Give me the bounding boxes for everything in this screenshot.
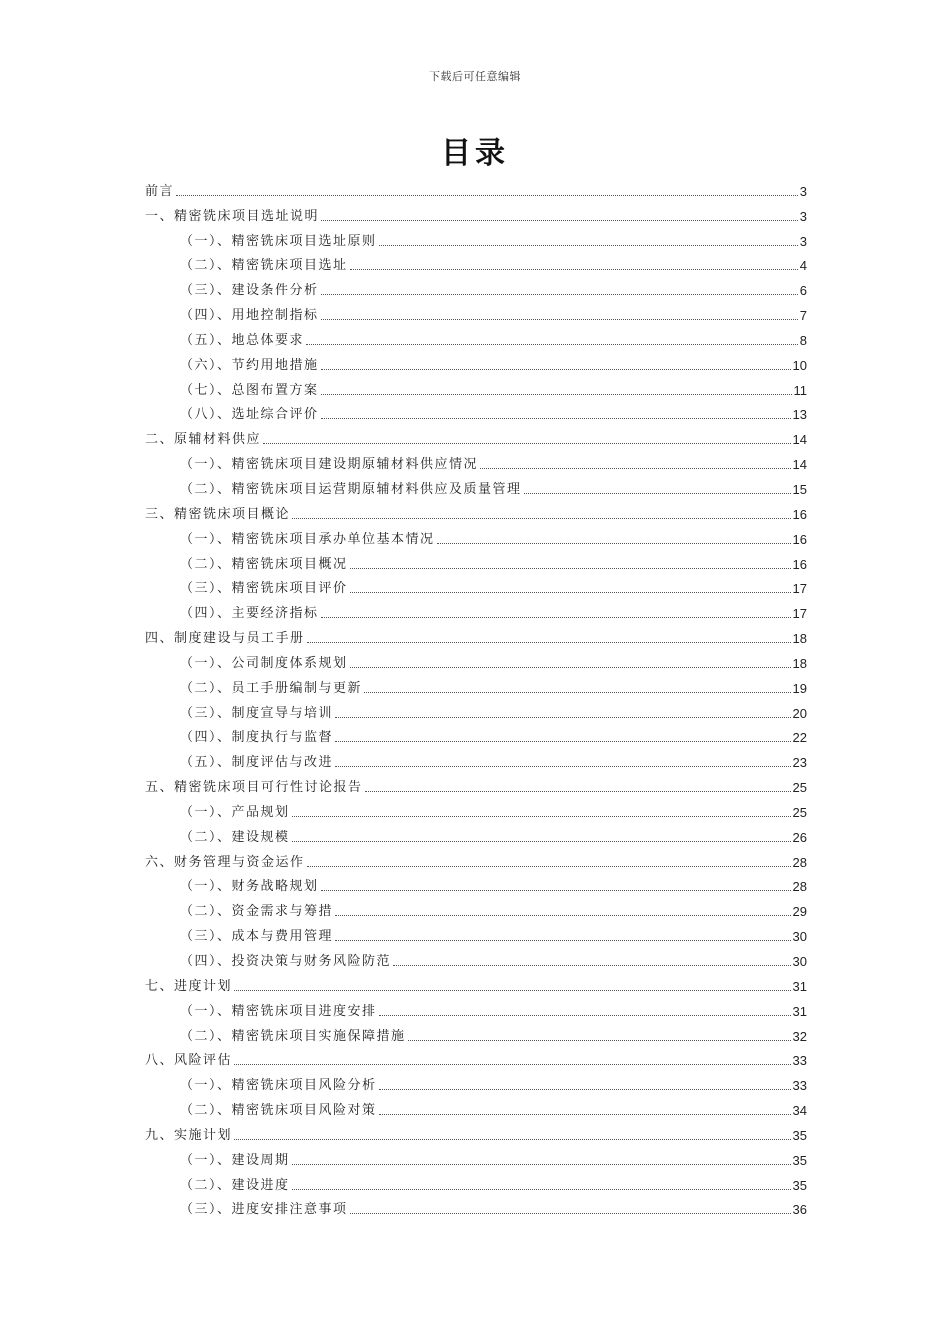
toc-dot-leader: [350, 567, 791, 569]
toc-entry[interactable]: [145, 622, 807, 647]
toc-entry[interactable]: [145, 945, 807, 970]
toc-entry[interactable]: [145, 1020, 807, 1045]
toc-entry-label: （二）、员工手册编制与更新: [180, 680, 363, 696]
toc-entry[interactable]: [145, 796, 807, 821]
toc-entry-page-number: 31: [792, 1003, 807, 1019]
toc-entry[interactable]: [145, 324, 807, 349]
toc-entry-label: （四）、用地控制指标: [180, 308, 319, 324]
toc-entry-label: （一）、精密铣床项目风险分析: [180, 1078, 377, 1094]
toc-entry[interactable]: [145, 473, 807, 498]
table-of-contents: [145, 175, 807, 1218]
toc-entry-label: （八）、选址综合评价: [180, 407, 319, 423]
toc-dot-leader: [176, 194, 798, 196]
toc-entry[interactable]: [145, 349, 807, 374]
toc-entry[interactable]: [145, 548, 807, 573]
toc-entry[interactable]: [145, 846, 807, 871]
toc-entry-page-number: 18: [792, 655, 807, 671]
toc-entry[interactable]: [145, 225, 807, 250]
toc-entry-page-number: 6: [799, 283, 807, 299]
toc-dot-leader: [335, 765, 791, 767]
toc-entry[interactable]: [145, 448, 807, 473]
toc-entry[interactable]: [145, 995, 807, 1020]
toc-entry-page-number: 23: [792, 755, 807, 771]
toc-dot-leader: [524, 492, 791, 494]
toc-dot-leader: [292, 517, 791, 519]
toc-entry-label: （三）、成本与费用管理: [180, 929, 334, 945]
toc-entry-label: 七、进度计划: [145, 978, 233, 994]
toc-entry-page-number: 14: [792, 457, 807, 473]
toc-entry-page-number: 35: [792, 1127, 807, 1143]
toc-entry-label: （三）、进度安排注意事项: [180, 1202, 348, 1218]
toc-entry-page-number: 19: [792, 680, 807, 696]
toc-entry-label: （二）、精密铣床项目运营期原辅材料供应及质量管理: [180, 481, 522, 497]
toc-dot-leader: [379, 244, 798, 246]
toc-dot-leader: [234, 989, 791, 991]
toc-entry-page-number: 28: [792, 854, 807, 870]
toc-entry-page-number: 35: [792, 1152, 807, 1168]
toc-entry-page-number: 31: [792, 978, 807, 994]
toc-entry-page-number: 33: [792, 1078, 807, 1094]
toc-entry-page-number: 4: [799, 258, 807, 274]
toc-entry[interactable]: [145, 1045, 807, 1070]
toc-entry-label: （二）、建设进度: [180, 1177, 290, 1193]
toc-dot-leader: [307, 865, 791, 867]
toc-dot-leader: [321, 616, 791, 618]
toc-entry-label: （三）、制度宣导与培训: [180, 705, 334, 721]
toc-entry-label: 六、财务管理与资金运作: [145, 854, 305, 870]
toc-dot-leader: [234, 1138, 791, 1140]
toc-entry[interactable]: [145, 1119, 807, 1144]
toc-entry-label: （四）、投资决策与财务风险防范: [180, 954, 392, 969]
toc-entry[interactable]: [145, 1144, 807, 1169]
toc-entry-page-number: 16: [792, 531, 807, 547]
toc-entry-label: 前言: [145, 183, 175, 199]
toc-entry-page-number: 30: [792, 954, 807, 969]
toc-entry-page-number: 7: [799, 308, 807, 324]
toc-entry[interactable]: [145, 498, 807, 523]
toc-entry[interactable]: [145, 1169, 807, 1194]
toc-dot-leader: [335, 939, 791, 941]
toc-entry-page-number: 17: [792, 581, 807, 597]
toc-entry[interactable]: [145, 871, 807, 896]
toc-entry[interactable]: [145, 672, 807, 697]
toc-entry-label: （二）、精密铣床项目实施保障措施: [180, 1028, 406, 1044]
toc-entry-page-number: 15: [792, 481, 807, 497]
toc-entry-label: 四、制度建设与员工手册: [145, 631, 305, 647]
toc-entry[interactable]: [145, 200, 807, 225]
toc-dot-leader: [335, 716, 791, 718]
toc-entry-page-number: 14: [792, 432, 807, 448]
toc-entry[interactable]: [145, 299, 807, 324]
toc-entry[interactable]: [145, 821, 807, 846]
toc-entry-label: （二）、资金需求与筹措: [180, 904, 334, 920]
toc-entry-label: （三）、建设条件分析: [180, 283, 319, 299]
toc-dot-leader: [292, 1163, 791, 1165]
toc-dot-leader: [321, 219, 798, 221]
toc-entry-page-number: 25: [792, 804, 807, 820]
toc-dot-leader: [321, 318, 798, 320]
toc-entry[interactable]: [145, 771, 807, 796]
toc-entry-label: （七）、总图布置方案: [180, 382, 319, 398]
toc-entry-label: （一）、精密铣床项目选址原则: [180, 233, 377, 249]
toc-entry-label: （二）、建设规模: [180, 829, 290, 845]
toc-entry-page-number: 3: [799, 208, 807, 224]
toc-entry[interactable]: [145, 399, 807, 424]
toc-dot-leader: [379, 1014, 791, 1016]
toc-entry-page-number: 3: [799, 233, 807, 249]
toc-entry[interactable]: [145, 1069, 807, 1094]
toc-entry-label: 八、风险评估: [145, 1053, 233, 1069]
toc-dot-leader: [292, 840, 791, 842]
toc-dot-leader: [321, 889, 791, 891]
toc-entry-page-number: 32: [792, 1028, 807, 1044]
toc-entry-page-number: 3: [799, 183, 807, 199]
toc-dot-leader: [379, 1113, 791, 1115]
toc-entry-page-number: 16: [792, 556, 807, 572]
toc-dot-leader: [350, 268, 798, 270]
toc-entry[interactable]: [145, 274, 807, 299]
toc-entry[interactable]: [145, 250, 807, 275]
toc-entry-page-number: 11: [793, 382, 807, 398]
toc-entry-label: （五）、地总体要求: [180, 332, 305, 348]
toc-entry-label: （一）、精密铣床项目进度安排: [180, 1003, 377, 1019]
toc-entry-page-number: 28: [792, 879, 807, 895]
toc-entry-label: 二、原辅材料供应: [145, 432, 262, 448]
toc-dot-leader: [408, 1039, 791, 1041]
toc-entry-label: （一）、精密铣床项目承办单位基本情况: [180, 531, 435, 547]
toc-entry-label: （一）、精密铣床项目建设期原辅材料供应情况: [180, 457, 479, 473]
toc-entry-page-number: 17: [792, 606, 807, 622]
toc-entry-label: 一、精密铣床项目选址说明: [145, 208, 320, 224]
toc-entry-page-number: 36: [792, 1202, 807, 1218]
toc-entry-label: （二）、精密铣床项目概况: [180, 556, 348, 572]
toc-entry-page-number: 34: [792, 1103, 807, 1119]
toc-entry-page-number: 33: [792, 1053, 807, 1069]
toc-dot-leader: [393, 964, 791, 966]
toc-entry[interactable]: [145, 374, 807, 399]
toc-entry[interactable]: [145, 895, 807, 920]
toc-dot-leader: [321, 293, 798, 295]
toc-entry[interactable]: [145, 970, 807, 995]
toc-entry[interactable]: [145, 697, 807, 722]
toc-entry-label: 五、精密铣床项目可行性讨论报告: [145, 780, 363, 796]
toc-entry-page-number: 29: [792, 904, 807, 920]
toc-dot-leader: [263, 442, 791, 444]
toc-entry-label: （四）、主要经济指标: [180, 606, 319, 622]
toc-entry[interactable]: [145, 423, 807, 448]
toc-entry-label: 三、精密铣床项目概论: [145, 506, 291, 522]
toc-entry-label: （一）、财务战略规划: [180, 879, 319, 895]
toc-dot-leader: [480, 467, 791, 469]
toc-entry[interactable]: [145, 920, 807, 945]
toc-entry[interactable]: [145, 597, 807, 622]
toc-entry-label: （二）、精密铣床项目选址: [180, 258, 348, 274]
toc-dot-leader: [350, 591, 791, 593]
toc-entry-page-number: 22: [792, 730, 807, 746]
page-header: 下载后可任意编辑: [429, 70, 521, 83]
toc-dot-leader: [350, 1212, 791, 1214]
toc-entry-label: 九、实施计划: [145, 1127, 233, 1143]
toc-dot-leader: [307, 641, 791, 643]
toc-dot-leader: [292, 815, 791, 817]
toc-entry-page-number: 26: [792, 829, 807, 845]
toc-entry-label: （一）、建设周期: [180, 1152, 290, 1168]
toc-entry[interactable]: [145, 722, 807, 747]
toc-dot-leader: [364, 691, 791, 693]
toc-dot-leader: [321, 368, 791, 370]
toc-entry-page-number: 18: [792, 631, 807, 647]
toc-entry-page-number: 35: [792, 1177, 807, 1193]
toc-entry-page-number: 10: [792, 357, 807, 373]
toc-dot-leader: [437, 542, 791, 544]
toc-entry-page-number: 8: [799, 332, 807, 348]
toc-entry[interactable]: [145, 175, 807, 200]
toc-dot-leader: [292, 1188, 791, 1190]
toc-entry-page-number: 13: [792, 407, 807, 423]
toc-entry[interactable]: [145, 1194, 807, 1219]
toc-dot-leader: [379, 1088, 791, 1090]
toc-dot-leader: [321, 393, 792, 395]
toc-dot-leader: [306, 343, 798, 345]
toc-dot-leader: [335, 914, 791, 916]
toc-entry-page-number: 16: [792, 506, 807, 522]
toc-entry-page-number: 20: [792, 705, 807, 721]
toc-entry-label: （四）、制度执行与监督: [180, 730, 334, 746]
toc-entry[interactable]: [145, 523, 807, 548]
toc-entry-label: （三）、精密铣床项目评价: [180, 581, 348, 597]
toc-dot-leader: [234, 1063, 791, 1065]
toc-entry-label: （一）、产品规划: [180, 804, 290, 820]
toc-entry-label: （五）、制度评估与改进: [180, 755, 334, 771]
toc-entry-page-number: 30: [792, 929, 807, 945]
toc-entry-label: （一）、公司制度体系规划: [180, 655, 348, 671]
toc-dot-leader: [335, 740, 791, 742]
toc-entry-page-number: 25: [792, 780, 807, 796]
toc-dot-leader: [350, 666, 791, 668]
toc-dot-leader: [321, 417, 791, 419]
toc-entry-label: （六）、节约用地措施: [180, 357, 319, 373]
toc-title: 目录: [441, 136, 509, 171]
toc-dot-leader: [365, 790, 791, 792]
toc-entry[interactable]: [145, 746, 807, 771]
toc-entry[interactable]: [145, 647, 807, 672]
toc-entry[interactable]: [145, 1094, 807, 1119]
toc-entry[interactable]: [145, 573, 807, 598]
toc-entry-label: （二）、精密铣床项目风险对策: [180, 1103, 377, 1119]
